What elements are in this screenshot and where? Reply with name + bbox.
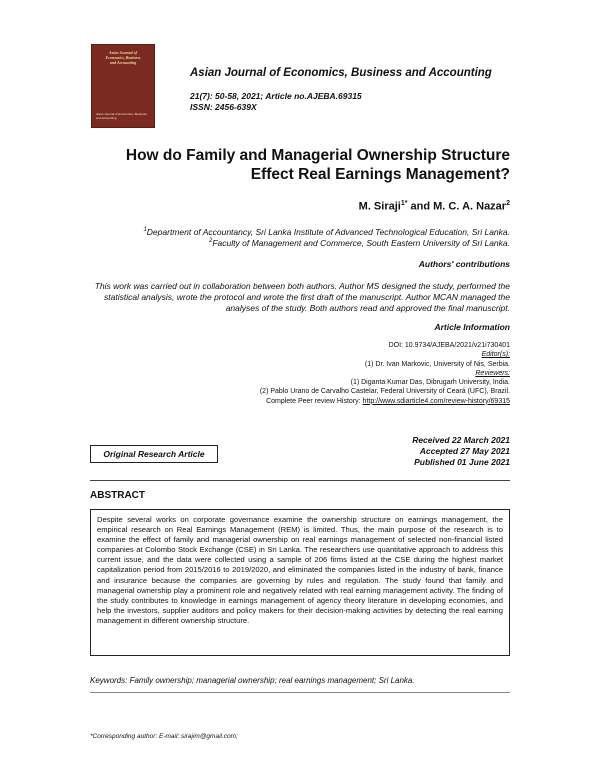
author-list: M. Siraji$^{1*}$ and M. C. A. Nazar$^2$ [358,200,510,213]
affiliation-2: $^2$Faculty of Management and Commerce, South Eastern University of Sri Lanka. [209,237,510,248]
paper-title: How do Family and Managerial Ownership Structure Effect Real Earnings Management? [125,147,510,183]
corresponding-author: *Corresponding author: E-mail: sirajim@gmail.com; [90,733,238,740]
article-type-box: Original Research Article [90,445,218,463]
reviewer-2: (2) Pablo Urano de Carvalho Castelar, Federal University of Ceará (UFC), Brazil. [259,388,510,396]
contributions-text: This work was carried out in collaboration between both authors. Author MS designed the study, performed the statistical analysis, wrote the protocol and wrote the first draft of the manuscript. Author MCAN managed the analyses of the study. Both authors read and approved the final manuscript. [94,281,510,313]
author-1: M. Siraji [358,200,401,213]
received-date: Received 22 March 2021 [412,435,510,445]
cover-footer: Asian Journal of Economics, Business and Accounting [96,112,147,120]
reviewers-label: Reviewers: [475,369,510,377]
published-date: Published 01 June 2021 [414,457,510,467]
contributions-heading: Authors' contributions [418,259,510,269]
divider [90,480,510,481]
journal-name: Asian Journal of Economics, Business and Accounting [190,67,492,79]
accepted-date: Accepted 27 May 2021 [419,446,510,456]
article-dates [412,435,510,468]
cover-title: Asian Journal of Economics, Business and Accounting [105,50,141,65]
divider [90,692,510,693]
author-2: M. C. A. Nazar [433,200,507,213]
journal-issue: 21(7): 50-58, 2021; Article no.AJEBA.69315 [190,91,362,101]
reviewer-1: (1) Diganta Kumar Das, Dibrugarh University, India. [350,379,510,387]
editor-1: (1) Dr. Ivan Markovic, University of Nis, Serbia. [364,360,510,368]
article-info [150,341,510,406]
doi: DOI: 10.9734/AJEBA/2021/v21i730401 [388,342,510,349]
abstract-text: Despite several works on corporate governance examine the ownership structure on earnings management, the empirical research on Real Earnings Management (REM) is limited. Thus, the main purpose of the research is to examine the effect of family and managerial ownership on real earnings management of selected non-financial listed companies at Colombo Stock Exchange (CSE) in Sri Lanka. The researchers use quantitative approach to address this current issue, and the data were collected using a sample of 206 firms listed at the CSE during the highest market capitalization period from 2015/2016 to 2019/2020, and eliminated the companies listed in the industry of bank, finance and insurance because the companies are governing by rules and regulation. The study found that family and managerial ownership play a prominent role and negatively related with real earning management activity. The finding of the study contributes to knowledge in earnings management of agency theory literature in developing economies, and help the investors, supplier auditors and policy makers for their decision-making activities by detecting the real earning management in different ownership structure. [97,515,503,625]
journal-cover-image [91,44,155,128]
abstract-box [90,509,510,656]
affiliation-1: $^1$Department of Accountancy, Sri Lanka Institute of Advanced Technological Education, Sri Lanka. [143,226,510,237]
journal-issn: ISSN: 2456-639X [190,102,257,112]
review-history: Complete Peer review History: http://www.sdiarticle4.com/review-history/69315 [266,397,510,405]
editors-label: Editor(s): [481,351,510,359]
review-history-link[interactable]: http://www.sdiarticle4.com/review-history/69315 [362,397,510,405]
keywords: Keywords: Family ownership; managerial ownership; real earnings management; Sri Lanka. [90,676,415,685]
abstract-heading: ABSTRACT [90,490,145,501]
article-info-heading: Article Information [434,322,510,332]
